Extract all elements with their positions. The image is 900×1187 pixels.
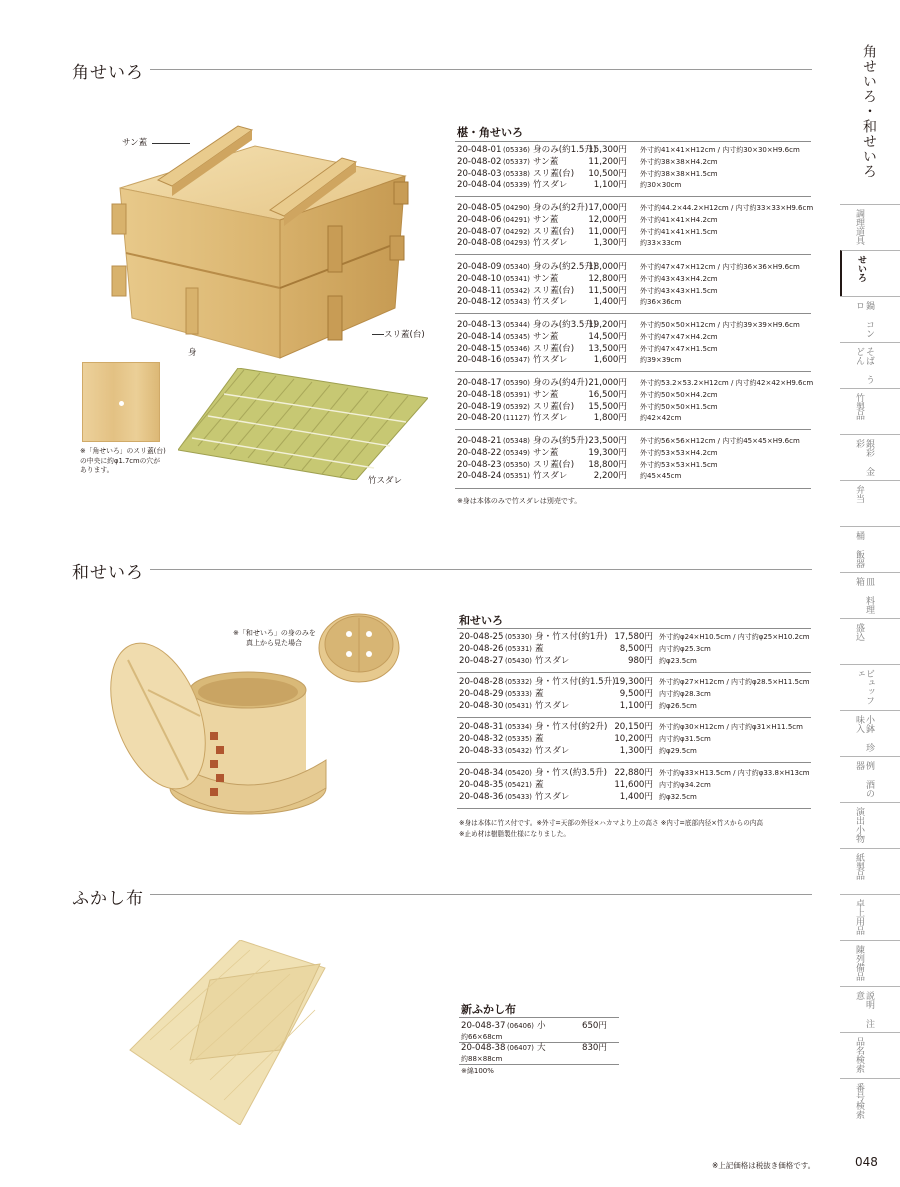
item-price: 12,000円 — [588, 214, 627, 225]
item-size: 約36×36cm — [640, 298, 682, 307]
sidebar-item[interactable] — [840, 802, 900, 848]
item-subcode: (05420) — [505, 769, 532, 777]
wa-inset-note-1: ※「和せいろ」の身のみを — [233, 629, 316, 637]
item-price: 17,580円 — [614, 632, 653, 642]
table-divider — [455, 141, 811, 142]
item-subcode: (05343) — [503, 298, 530, 307]
item-name: サン蓋 — [533, 214, 559, 225]
label-san-lid: サン蓋 — [122, 138, 148, 148]
item-name: 竹スダレ — [533, 355, 568, 366]
table-divider — [457, 762, 811, 763]
item-code: 20-048-28 — [459, 677, 504, 687]
sidebar-item[interactable] — [840, 986, 900, 1032]
sidebar-item[interactable] — [840, 296, 900, 342]
item-size: 外寸約φ24×H10.5cm / 内寸約φ25×H10.2cm — [659, 633, 810, 641]
item-code: 20-048-33 — [459, 745, 504, 756]
item-name: 身のみ(約4升) — [533, 378, 589, 388]
fuka-note: ※綿100% — [461, 1067, 494, 1075]
item-size: 外寸約38×38×H4.2cm — [640, 157, 718, 166]
item-name: 竹スダレ — [533, 238, 568, 249]
item-code: 20-048-22 — [457, 447, 502, 458]
sidebar-nav — [840, 204, 900, 1124]
item-subcode: (05431) — [505, 701, 532, 710]
item-size: 外寸約53.2×53.2×H12cm / 内寸約42×42×H9.6cm — [640, 379, 814, 387]
item-price: 19,300円 — [588, 447, 627, 458]
item-name: 蓋 — [535, 779, 544, 790]
item-name: 竹スダレ — [535, 791, 570, 802]
sidebar-item-label: 銀彩 金彩 — [854, 439, 874, 476]
sidebar-item-label: 陳列備品 — [854, 945, 864, 981]
item-price: 15,300円 — [588, 145, 627, 155]
item-price: 650円 — [582, 1021, 607, 1031]
wa-note-1: ※身は本体に竹ス付です。※外寸=天部の外径×ハカマより上の高さ ※内寸=底部内径×竹スからの内高 — [459, 819, 763, 827]
item-name: スリ蓋(台) — [533, 343, 575, 354]
item-price: 1,100円 — [619, 700, 653, 711]
wa-seiro-top-view-image — [315, 604, 403, 686]
item-code: 20-048-08 — [457, 238, 502, 249]
item-code: 20-048-34 — [459, 768, 504, 778]
item-name: 蓋 — [535, 688, 544, 699]
sidebar-item[interactable] — [840, 940, 900, 986]
item-code: 20-048-24 — [457, 471, 502, 482]
item-code: 20-048-29 — [459, 688, 504, 699]
item-size: 外寸約φ30×H12cm / 内寸約φ31×H11.5cm — [659, 723, 803, 731]
item-name: スリ蓋(台) — [533, 459, 575, 470]
item-code: 20-048-18 — [457, 389, 502, 400]
item-name: スリ蓋(台) — [533, 226, 575, 237]
item-subcode: (05391) — [503, 390, 530, 399]
item-name: 身のみ(約3.5升) — [533, 320, 597, 330]
item-code: 20-048-21 — [457, 436, 502, 446]
label-body: 身 — [188, 348, 197, 358]
item-name: 身・竹ス付(約2升) — [535, 722, 608, 732]
item-price: 15,500円 — [588, 401, 627, 412]
item-subcode: (11127) — [503, 414, 530, 423]
item-code: 20-048-09 — [457, 262, 502, 272]
item-price: 17,000円 — [588, 203, 627, 213]
item-code: 20-048-20 — [457, 413, 502, 424]
item-subcode: (05342) — [503, 286, 530, 295]
section-title-fukashi: ふかし布 — [72, 889, 144, 909]
item-code: 20-048-30 — [459, 700, 504, 711]
item-subcode: (06406) — [507, 1022, 534, 1030]
section-title-kaku: 角せいろ — [72, 63, 144, 83]
item-code: 20-048-37 — [461, 1021, 506, 1031]
item-subcode: (05331) — [505, 644, 532, 653]
sidebar-item[interactable] — [840, 388, 900, 434]
sidebar-item[interactable] — [840, 618, 900, 664]
item-subcode: (05433) — [505, 792, 532, 801]
item-name: スリ蓋(台) — [533, 168, 575, 179]
sidebar-item-label: そば うどん — [854, 347, 874, 384]
sidebar-item-label: 品名検索 — [854, 1037, 864, 1073]
table-divider — [457, 808, 811, 809]
item-subcode: (05339) — [503, 181, 530, 190]
item-name: サン蓋 — [533, 447, 559, 458]
item-price: 1,600円 — [593, 355, 627, 366]
table-divider — [455, 488, 811, 489]
item-subcode: (05349) — [503, 448, 530, 457]
kaku-note: ※身は本体のみで竹スダレは別売です。 — [457, 497, 582, 505]
item-name: サン蓋 — [533, 331, 559, 342]
item-subcode: (04293) — [503, 239, 530, 248]
fukashi-cloth-image — [120, 940, 330, 1125]
item-name: サン蓋 — [533, 156, 559, 167]
item-size: 外寸約41×41×H12cm / 内寸約30×30×H9.6cm — [640, 146, 800, 154]
table-divider — [457, 628, 811, 629]
item-subcode: (05344) — [503, 321, 530, 329]
item-subcode: (05347) — [503, 356, 530, 365]
item-price: 19,300円 — [614, 677, 653, 687]
sidebar-title: 角せいろ・和せいろ — [861, 44, 877, 179]
item-price: 980円 — [628, 655, 653, 666]
sidebar-item[interactable] — [840, 894, 900, 940]
item-price: 20,150円 — [614, 722, 653, 732]
fuka-table-title: 新ふかし布 — [461, 1003, 516, 1016]
item-size: 約39×39cm — [640, 356, 682, 365]
item-price: 21,000円 — [588, 378, 627, 388]
item-code: 20-048-03 — [457, 168, 502, 179]
item-code: 20-048-27 — [459, 655, 504, 666]
item-price: 13,500円 — [588, 343, 627, 354]
item-name: 竹スダレ — [535, 700, 570, 711]
item-code: 20-048-05 — [457, 203, 502, 213]
item-size: 外寸約47×47×H4.2cm — [640, 332, 718, 341]
item-subcode: (05332) — [505, 678, 532, 686]
item-size: 約30×30cm — [640, 181, 682, 190]
item-size: 約33×33cm — [640, 239, 682, 248]
sidebar-item-label: 桶 飯器 — [854, 531, 864, 568]
item-code: 20-048-15 — [457, 343, 502, 354]
table-divider — [457, 717, 811, 718]
item-price: 11,000円 — [588, 226, 627, 237]
item-subcode: (05330) — [505, 633, 532, 641]
item-code: 20-048-31 — [459, 722, 504, 732]
item-size: 内寸約φ34.2cm — [659, 780, 711, 789]
item-code: 20-048-04 — [457, 180, 502, 191]
item-size: 内寸約φ28.3cm — [659, 689, 711, 698]
item-name: 竹スダレ — [533, 297, 568, 308]
item-subcode: (05335) — [505, 734, 532, 743]
item-price: 1,800円 — [593, 413, 627, 424]
sidebar-item[interactable] — [840, 526, 900, 572]
item-name: 蓋 — [535, 643, 544, 654]
item-size: 外寸約53×53×H1.5cm — [640, 460, 718, 469]
sidebar-item-label: せいろ — [856, 255, 866, 282]
item-price: 2,200円 — [593, 471, 627, 482]
sidebar-item-label: ビュッフェ — [854, 669, 874, 705]
item-subcode: (05430) — [505, 656, 532, 665]
item-code: 20-048-38 — [461, 1043, 506, 1053]
item-price: 1,100円 — [593, 180, 627, 191]
kaku-table-title: 椹・角せいろ — [457, 126, 523, 139]
item-name: 蓋 — [535, 733, 544, 744]
item-size: 約45×45cm — [640, 472, 682, 481]
sidebar-item[interactable] — [840, 204, 900, 250]
section-rule — [150, 69, 812, 70]
sidebar-item-label: 盛込 — [854, 623, 864, 641]
table-divider — [457, 672, 811, 673]
sidebar-item[interactable] — [840, 250, 900, 296]
item-name: 竹スダレ — [533, 471, 568, 482]
item-code: 20-048-10 — [457, 273, 502, 284]
sidebar-item[interactable] — [840, 756, 900, 802]
item-size: 外寸約53×53×H4.2cm — [640, 448, 718, 457]
item-code: 20-048-13 — [457, 320, 502, 330]
item-name: 身のみ(約2.5升) — [533, 262, 597, 272]
item-size: 外寸約47×47×H1.5cm — [640, 344, 718, 353]
hole-marker — [119, 401, 124, 406]
table-divider — [455, 196, 811, 197]
item-code: 20-048-02 — [457, 156, 502, 167]
item-price: 11,200円 — [588, 156, 627, 167]
sidebar-item-label: 卓上用品 — [854, 899, 864, 935]
sidebar-item[interactable] — [840, 710, 900, 756]
item-name: 大 — [537, 1043, 546, 1053]
bamboo-mat-image — [178, 368, 428, 480]
item-subcode: (04291) — [503, 215, 530, 224]
item-subcode: (05390) — [503, 379, 530, 387]
item-price: 1,400円 — [619, 791, 653, 802]
item-name: 小 — [537, 1021, 546, 1031]
wa-note-2: ※止め材は樹脂製仕様になりました。 — [459, 830, 571, 838]
item-price: 10,500円 — [588, 168, 627, 179]
item-subcode: (05350) — [503, 460, 530, 469]
leader-line — [372, 334, 384, 335]
item-name: 竹スダレ — [535, 655, 570, 666]
label-bamboo-mat: 竹スダレ — [368, 476, 403, 486]
table-divider — [455, 371, 811, 372]
item-name: サン蓋 — [533, 389, 559, 400]
item-price: 830円 — [582, 1043, 607, 1053]
item-subcode: (05351) — [503, 472, 530, 481]
wa-inset-note-2: 真上から見た場合 — [246, 639, 302, 647]
item-name: 身・竹ス付(約1升) — [535, 632, 608, 642]
item-subcode: (06407) — [507, 1044, 534, 1052]
item-code: 20-048-23 — [457, 459, 502, 470]
label-suri-lid: スリ蓋(台) — [384, 330, 425, 340]
sidebar-item-label: 皿 料理箱 — [854, 577, 874, 614]
item-size: 約φ29.5cm — [659, 746, 697, 755]
item-subcode: (05432) — [505, 746, 532, 755]
sidebar-item-label: 例 酒の器 — [854, 761, 874, 798]
inset-note — [80, 447, 166, 476]
item-price: 1,300円 — [619, 745, 653, 756]
footer-note: ※上記価格は税抜き価格です。 — [712, 1161, 816, 1170]
item-size: 外寸約47×47×H12cm / 内寸約36×36×H9.6cm — [640, 263, 800, 271]
sidebar-item[interactable] — [840, 572, 900, 618]
sidebar-item[interactable] — [840, 434, 900, 480]
sidebar-item-label: 番号検索 — [854, 1083, 864, 1119]
item-size: 外寸約50×50×H12cm / 内寸約39×39×H9.6cm — [640, 321, 800, 329]
sidebar-item-label: 小鉢 珍味入 — [854, 715, 874, 752]
item-subcode: (04292) — [503, 227, 530, 236]
item-size: 外寸約φ33×H13.5cm / 内寸約φ33.8×H13cm — [659, 769, 810, 777]
item-size: 外寸約41×41×H1.5cm — [640, 227, 718, 236]
item-size: 外寸約56×56×H12cm / 内寸約45×45×H9.6cm — [640, 437, 800, 445]
sidebar-item[interactable] — [840, 480, 900, 526]
sidebar-item-label: 紙製品 — [854, 853, 864, 880]
item-code: 20-048-06 — [457, 214, 502, 225]
sidebar-item[interactable] — [840, 1032, 900, 1078]
item-code: 20-048-32 — [459, 733, 504, 744]
section-title-wa: 和せいろ — [72, 563, 144, 583]
item-size: 外寸約43×43×H1.5cm — [640, 286, 718, 295]
item-name: 身・竹ス付(約1.5升) — [535, 677, 616, 687]
item-code: 20-048-26 — [459, 643, 504, 654]
wa-seiro-image — [108, 620, 328, 820]
item-code: 20-048-17 — [457, 378, 502, 388]
sidebar-item-label: 説明 注意 — [854, 991, 874, 1028]
leader-line — [152, 143, 190, 144]
item-name: サン蓋 — [533, 273, 559, 284]
item-price: 8,500円 — [619, 643, 653, 654]
sidebar-item[interactable] — [840, 342, 900, 388]
item-price: 16,500円 — [588, 389, 627, 400]
item-size: 外寸約50×50×H1.5cm — [640, 402, 718, 411]
item-subcode: (05333) — [505, 689, 532, 698]
item-subcode: (05340) — [503, 263, 530, 271]
item-subcode: (05392) — [503, 402, 530, 411]
item-price: 1,300円 — [593, 238, 627, 249]
item-subcode: (05334) — [505, 723, 532, 731]
item-size: 外寸約43×43×H4.2cm — [640, 274, 718, 283]
item-code: 20-048-19 — [457, 401, 502, 412]
item-subcode: (05338) — [503, 169, 530, 178]
item-price: 23,500円 — [588, 436, 627, 446]
table-divider — [455, 429, 811, 430]
item-name: スリ蓋(台) — [533, 401, 575, 412]
item-name: 竹スダレ — [533, 413, 568, 424]
item-subcode: (05348) — [503, 437, 530, 445]
sidebar-item[interactable] — [840, 664, 900, 710]
sidebar-item-label: 鍋 コンロ — [854, 301, 874, 338]
item-name: スリ蓋(台) — [533, 285, 575, 296]
table-divider — [459, 1017, 619, 1018]
item-subcode: (05346) — [503, 344, 530, 353]
item-subcode: (05421) — [505, 780, 532, 789]
item-price: 22,880円 — [614, 768, 653, 778]
item-code: 20-048-35 — [459, 779, 504, 790]
sidebar-item[interactable] — [840, 1078, 900, 1124]
sidebar-item[interactable] — [840, 848, 900, 894]
wa-table-title: 和せいろ — [459, 614, 503, 627]
table-divider — [455, 254, 811, 255]
item-price: 12,800円 — [588, 273, 627, 284]
item-code: 20-048-12 — [457, 297, 502, 308]
section-rule — [150, 894, 812, 895]
item-name: 身・竹ス(約3.5升) — [535, 768, 607, 778]
item-name: 竹スダレ — [535, 745, 570, 756]
item-size: 外寸約44.2×44.2×H12cm / 内寸約33×33×H9.6cm — [640, 204, 814, 212]
item-size: 約66×68cm — [461, 1033, 503, 1041]
section-rule — [150, 569, 812, 570]
item-price: 11,600円 — [614, 779, 653, 790]
item-size: 内寸約φ25.3cm — [659, 644, 711, 653]
item-price: 11,500円 — [588, 285, 627, 296]
item-code: 20-048-25 — [459, 632, 504, 642]
item-price: 1,400円 — [593, 297, 627, 308]
item-size: 外寸約38×38×H1.5cm — [640, 169, 718, 178]
item-size: 外寸約50×50×H4.2cm — [640, 390, 718, 399]
item-price: 9,500円 — [619, 688, 653, 699]
item-price: 18,800円 — [588, 459, 627, 470]
item-size: 約φ23.5cm — [659, 656, 697, 665]
kaku-seiro-image — [110, 118, 410, 368]
item-name: 身のみ(約1.5升) — [533, 145, 597, 155]
item-price: 14,500円 — [588, 331, 627, 342]
item-price: 18,000円 — [588, 262, 627, 272]
item-size: 外寸約φ27×H12cm / 内寸約φ28.5×H11.5cm — [659, 678, 810, 686]
item-subcode: (05345) — [503, 332, 530, 341]
item-code: 20-048-16 — [457, 355, 502, 366]
item-name: 身のみ(約2升) — [533, 203, 589, 213]
item-subcode: (05341) — [503, 274, 530, 283]
item-size: 内寸約φ31.5cm — [659, 734, 711, 743]
item-code: 20-048-01 — [457, 145, 502, 155]
item-size: 外寸約41×41×H4.2cm — [640, 215, 718, 224]
item-price: 19,200円 — [588, 320, 627, 330]
item-code: 20-048-36 — [459, 791, 504, 802]
item-size: 約88×88cm — [461, 1055, 503, 1063]
item-name: 身のみ(約5升) — [533, 436, 589, 446]
item-code: 20-048-11 — [457, 285, 502, 296]
inset-note-text: ※「角せいろ」のスリ蓋(台)の中央に約φ1.7cmの穴があります。 — [80, 447, 166, 474]
item-subcode: (05336) — [503, 146, 530, 154]
item-code: 20-048-14 — [457, 331, 502, 342]
sidebar-item-label: 演出小物 — [854, 807, 864, 843]
item-name: 竹スダレ — [533, 180, 568, 191]
item-code: 20-048-07 — [457, 226, 502, 237]
item-size: 約φ26.5cm — [659, 701, 697, 710]
sidebar-item-label: 調理道具 — [854, 209, 864, 245]
sidebar-item-label: 弁当 — [854, 485, 864, 503]
inset-suri-lid-image — [82, 362, 160, 442]
item-price: 10,200円 — [614, 733, 653, 744]
sidebar-item-label: 竹製品 — [854, 393, 864, 420]
item-size: 約42×42cm — [640, 414, 682, 423]
item-subcode: (05337) — [503, 157, 530, 166]
page-number: 048 — [855, 1155, 878, 1169]
item-subcode: (04290) — [503, 204, 530, 212]
table-divider — [455, 313, 811, 314]
item-size: 約φ32.5cm — [659, 792, 697, 801]
table-divider — [459, 1064, 619, 1065]
